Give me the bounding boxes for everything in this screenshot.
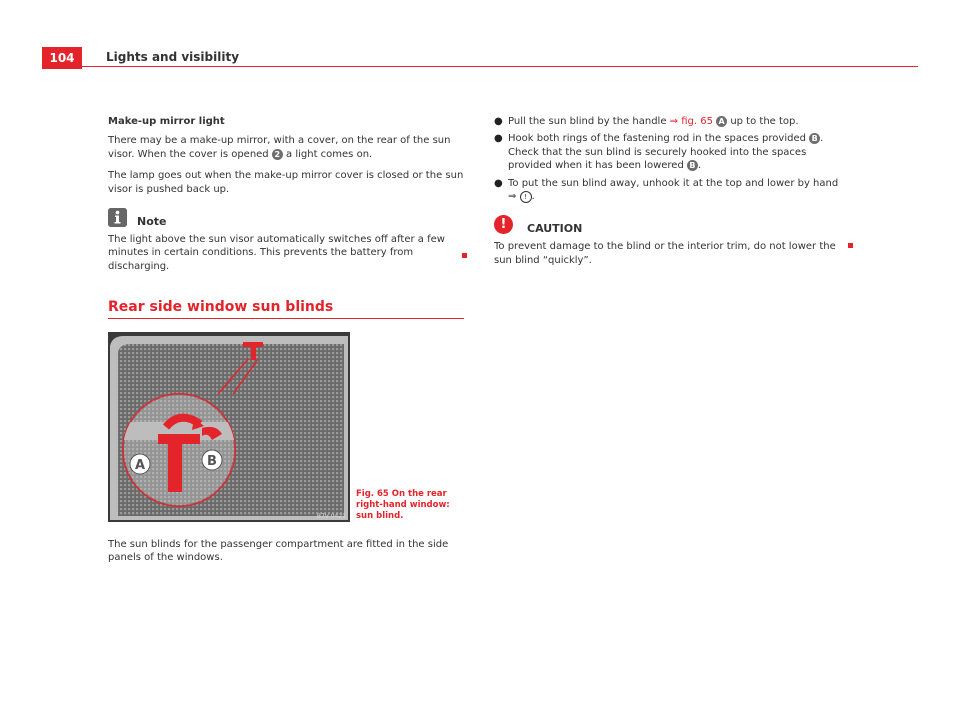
- bullet-2-text-c: .: [697, 160, 702, 172]
- callout-b-label: B: [207, 454, 217, 469]
- note-text: The light above the sun visor automatically switches off after a few minutes in certain conditions. This prevents the battery from discharging.: [108, 234, 445, 272]
- bullet-item-1: [494, 115, 849, 128]
- section-divider: [108, 318, 464, 319]
- note-header: [108, 208, 464, 227]
- figure-code: B7V-0421: [316, 513, 346, 520]
- left-column: [108, 115, 464, 273]
- bullet-dot: ●: [494, 133, 503, 145]
- note-label: Note: [137, 215, 167, 229]
- bullet-1-text-a: Pull the sun blind by the handle: [508, 116, 670, 127]
- bullet-item-2: [494, 132, 849, 172]
- caution-header: [494, 215, 849, 234]
- bullet-2-text-a: Hook both rings of the fastening rod in the spaces provided: [508, 133, 810, 145]
- callout-badge-a: A: [716, 116, 727, 127]
- bullet-1-text-b: up to the top.: [727, 116, 799, 127]
- right-column: [494, 115, 849, 267]
- sun-blind-figure: [108, 332, 350, 522]
- callout-badge-2: 2: [272, 149, 283, 160]
- caution-label: CAUTION: [527, 222, 583, 236]
- mirror-heading: Make-up mirror light: [108, 116, 225, 127]
- section-end-marker: [462, 253, 467, 258]
- bullet-dot: ●: [494, 116, 503, 127]
- header-title: Lights and visibility: [106, 50, 240, 64]
- figure-caption: Fig. 65 On the rear right-hand window: sun blind.: [356, 489, 450, 521]
- section-title: Rear side window sun blinds: [108, 299, 334, 315]
- mirror-paragraph-1: [108, 134, 464, 161]
- caution-text: To prevent damage to the blind or the interior trim, do not lower the sun blind “quickly”.: [494, 241, 836, 266]
- page-number: 104: [42, 47, 82, 69]
- sun-blind-intro-text: The sun blinds for the passenger compartment are fitted in the side panels of the windows.: [108, 539, 449, 564]
- bullet-dot: ●: [494, 177, 503, 189]
- sun-blind-intro: [108, 538, 464, 565]
- callout-a-label: A: [134, 458, 146, 473]
- callout-badge-b: B: [809, 133, 820, 144]
- section-end-marker-right: [848, 243, 853, 248]
- info-note-icon: [108, 208, 127, 227]
- caution-reference-icon[interactable]: !: [520, 191, 532, 203]
- callout-badge-b-2: B: [687, 160, 698, 171]
- caution-icon: !: [494, 215, 513, 234]
- bullet-item-3: [494, 177, 849, 204]
- mirror-paragraph-2: The lamp goes out when the make-up mirror cover is closed or the sun visor is pushed back up.: [108, 170, 464, 195]
- bullet-3-text-a: To put the sun blind away, unhook it at the top and lower by hand ⇒: [508, 177, 839, 203]
- bullet-3-text-b: .: [531, 191, 535, 203]
- header-divider: [82, 66, 918, 67]
- figure-reference-link[interactable]: ⇒ fig. 65: [669, 116, 713, 127]
- mirror-paragraph-1-text-a: There may be a make-up mirror, with a cover, on the rear of the sun visor. When the cover is opened: [108, 135, 451, 160]
- bullet-2-text-b: . Check that the sun blind is securely hooked into the spaces provided when it has been lowered: [508, 133, 824, 172]
- mirror-paragraph-1-text-b: a light comes on.: [282, 148, 373, 160]
